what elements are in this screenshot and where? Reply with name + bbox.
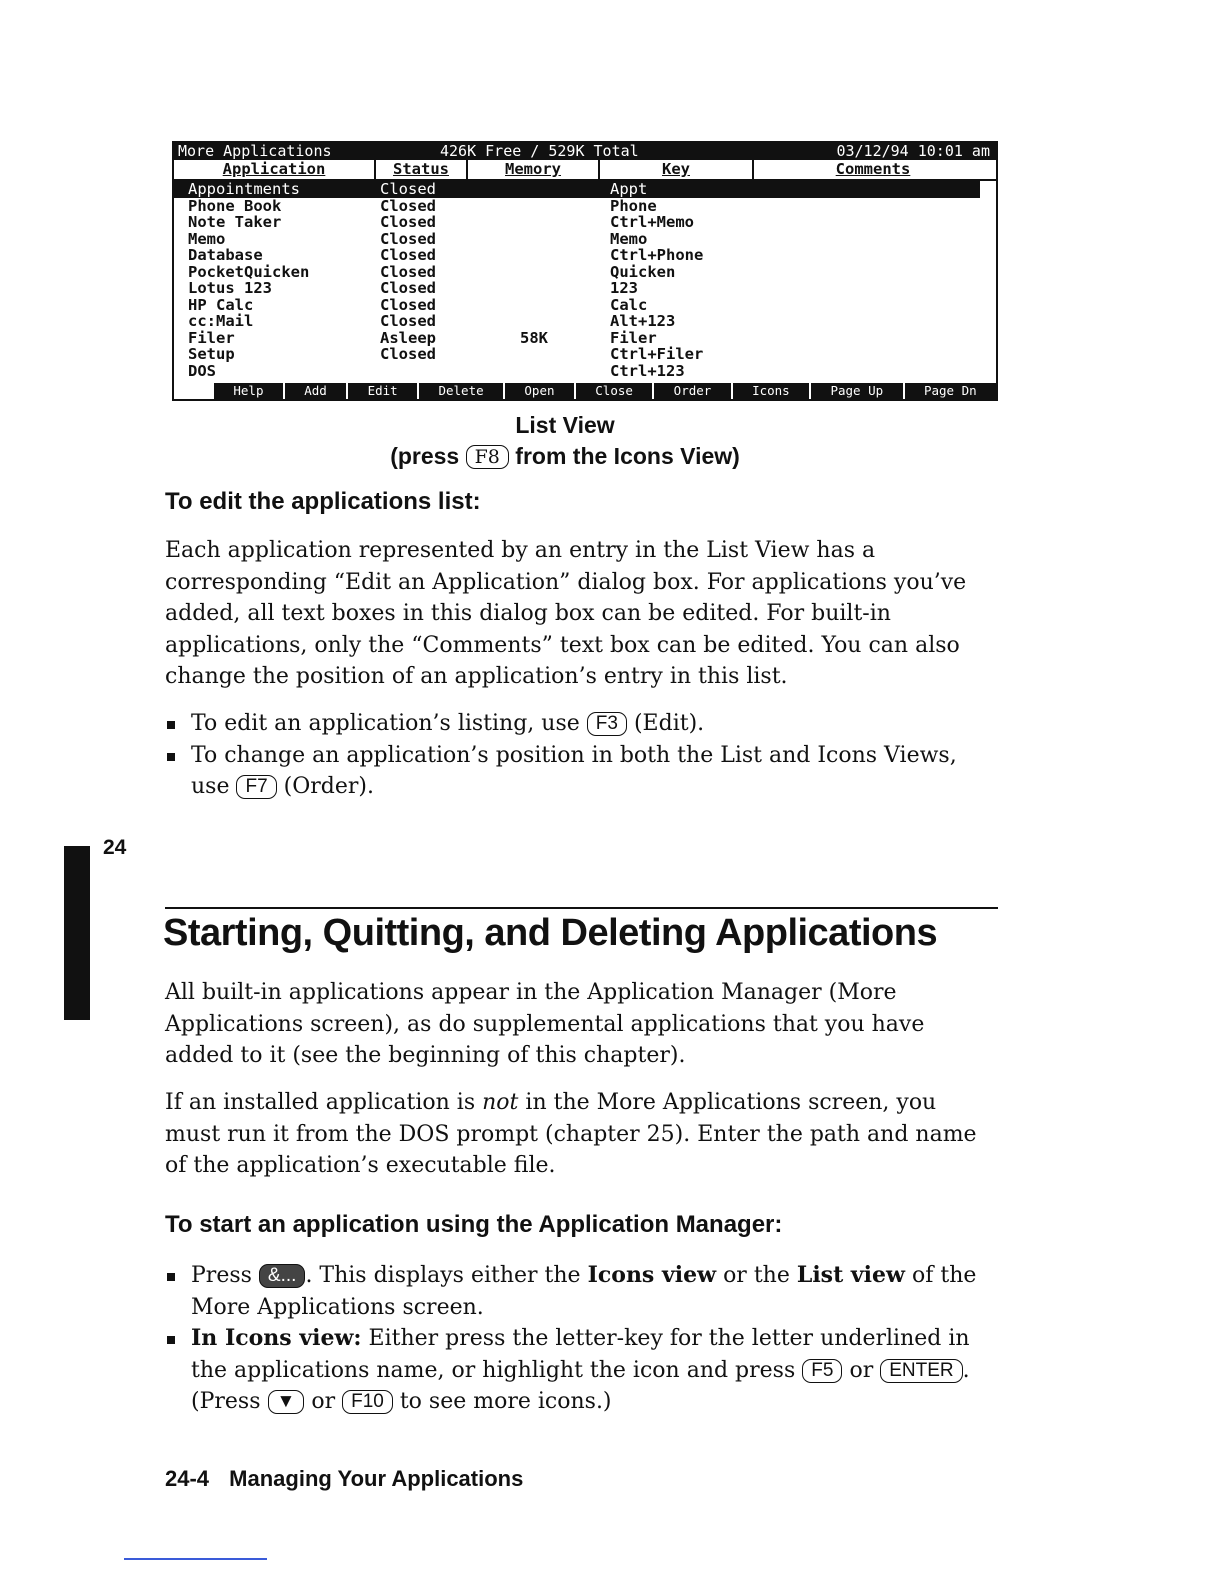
f10-key: F10 <box>342 1390 393 1414</box>
fkey-page-up-button[interactable]: Page Up <box>811 383 902 399</box>
column-header-key[interactable]: Key <box>600 160 754 179</box>
fkey-edit-button[interactable]: Edit <box>348 383 417 399</box>
table-row[interactable]: Phone Book Closed Phone <box>188 196 657 215</box>
table-row[interactable]: DOS Ctrl+123 <box>188 361 685 380</box>
fkey-delete-button[interactable]: Delete <box>419 383 503 399</box>
function-key-bar <box>174 383 996 399</box>
fkey-add-button[interactable]: Add <box>285 383 346 399</box>
page-number: 24-4 <box>165 1466 210 1491</box>
footer-line <box>124 1558 267 1560</box>
memory-info: 426K Free / 529K Total <box>440 142 639 160</box>
list-item: To change an application’s position in both the List and Icons Views, use F7 (Order). <box>165 740 995 803</box>
section-divider <box>165 907 998 909</box>
list-item: In Icons view: Either press the letter-key for the letter underlined in the applications name, or highlight the icon and press F5 or ENTER . (Press ▼ or F10 to see more icons.) <box>165 1323 995 1418</box>
down-arrow-key: ▼ <box>268 1390 305 1414</box>
edit-list-heading: To edit the applications list: <box>165 488 481 515</box>
table-row[interactable]: Lotus 123 Closed 123 <box>188 279 638 297</box>
column-header-memory[interactable]: Memory <box>468 160 600 179</box>
table-row[interactable]: Filer Asleep 58K Filer <box>188 328 657 347</box>
enter-key: ENTER <box>880 1359 962 1383</box>
column-header-comments[interactable]: Comments <box>835 160 911 178</box>
datetime: 03/12/94 10:01 am <box>836 142 990 160</box>
table-row[interactable]: PocketQuicken Closed Quicken <box>188 262 676 281</box>
f8-key: F8 <box>466 445 509 469</box>
page-footer <box>165 1466 523 1492</box>
intro-paragraph: All built-in applications appear in the Application Manager (More Applications screen), as do supplemental applications that you have added to it (see the beginning of this chapter). <box>165 980 925 1068</box>
table-row[interactable]: cc:Mail Closed Alt+123 <box>188 312 676 330</box>
screen-title-bar <box>174 143 996 160</box>
dos-paragraph: If an installed application is not in the More Applications screen, you must run it from the DOS prompt (chapter 25). Enter the path and name of the application’s executable file. <box>165 1090 977 1178</box>
column-header-status[interactable]: Status <box>376 160 468 179</box>
fkey-help-button[interactable]: Help <box>214 383 283 399</box>
f7-key: F7 <box>236 775 276 799</box>
table-row[interactable]: Database Closed Ctrl+Phone <box>188 246 704 264</box>
edit-list-paragraph: Each application represented by an entry in the List View has a corresponding “Edit an Application” dialog box. For applications you’ve added, all text boxes in this dialog box can be edited. For built-in applications, only the “Comments” text box can be edited. You can also change the position of an application’s entry in this list. <box>165 538 967 689</box>
column-headers <box>174 160 996 181</box>
fkey-page-down-button[interactable]: Page Dn <box>905 383 996 399</box>
fkey-close-button[interactable]: Close <box>576 383 652 399</box>
table-row[interactable]: Appointments Closed Appt <box>174 181 980 198</box>
start-app-heading: To start an application using the Application Manager: <box>165 1211 783 1238</box>
fkey-order-button[interactable]: Order <box>654 383 730 399</box>
table-row[interactable]: Memo Closed Memo <box>188 229 648 248</box>
table-row[interactable]: HP Calc Closed Calc <box>188 295 648 314</box>
table-row[interactable]: Setup Closed Ctrl+Filer <box>188 345 704 363</box>
fkey-open-button[interactable]: Open <box>505 383 574 399</box>
f5-key: F5 <box>802 1359 842 1383</box>
chapter-title: Managing Your Applications <box>229 1466 524 1491</box>
chapter-marker: 24 <box>103 836 127 859</box>
start-app-bullets <box>165 1260 995 1418</box>
table-row[interactable]: Note Taker Closed Ctrl+Memo <box>188 213 694 231</box>
column-header-application[interactable]: Application <box>174 160 376 179</box>
list-view-screenshot <box>172 141 998 401</box>
screen-title: More Applications <box>178 142 332 160</box>
f3-key: F3 <box>587 712 627 736</box>
list-item: Press &... . This displays either the Icons view or the List view of the More Applications screen. <box>165 1260 995 1323</box>
application-list <box>174 181 996 379</box>
list-item: To edit an application’s listing, use F3 (Edit). <box>165 708 995 740</box>
section-title: Starting, Quitting, and Deleting Applications <box>163 912 938 954</box>
edit-list-bullets <box>165 708 995 803</box>
fkey-icons-button[interactable]: Icons <box>733 383 809 399</box>
figure-caption-title: List View <box>515 412 615 438</box>
figure-caption-subtitle: (press F8 from the Icons View) <box>390 443 740 469</box>
chapter-tab-bar <box>64 846 90 1020</box>
more-apps-key: &... <box>259 1264 306 1288</box>
